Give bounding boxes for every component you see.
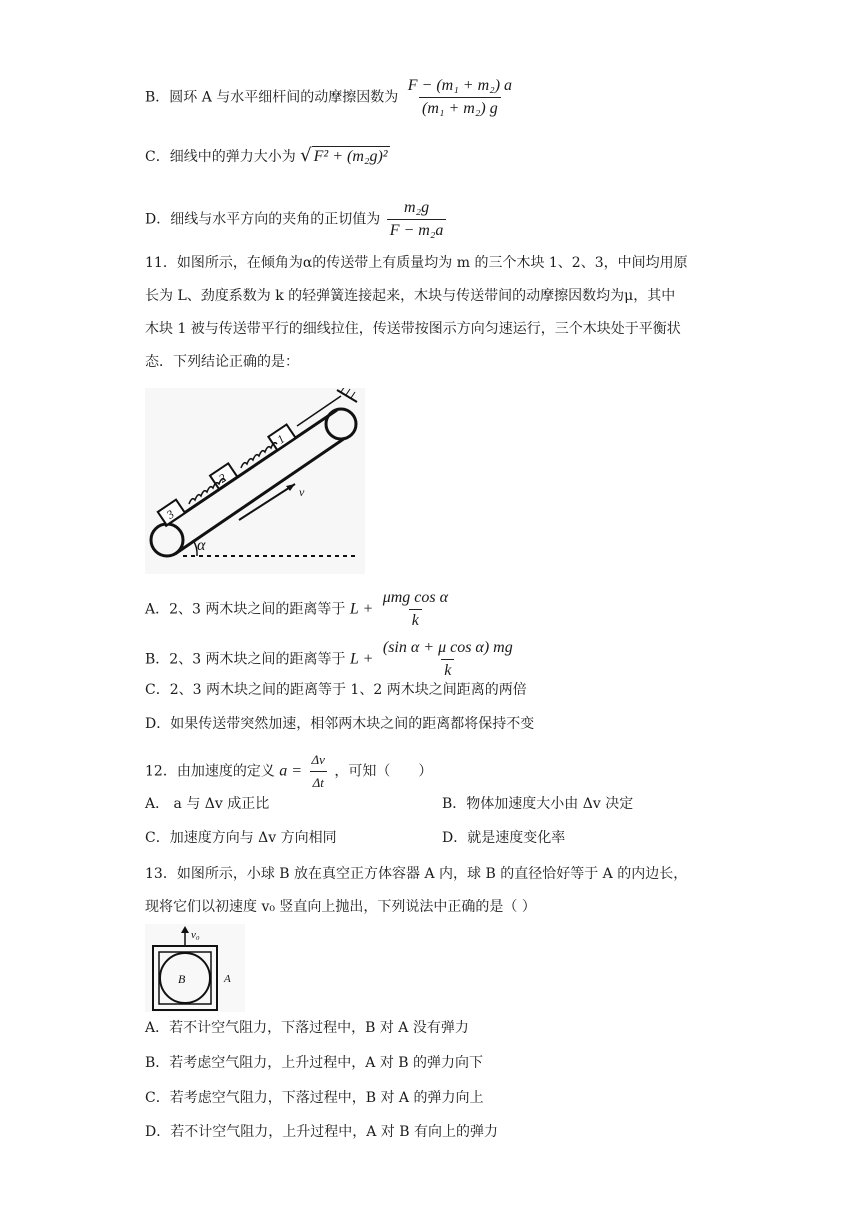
q13-box-figure xyxy=(145,924,245,1012)
q12-option-a: A． a 与 Δv 成正比 xyxy=(145,796,270,812)
q11-block-3-label: 3 xyxy=(163,506,177,522)
q11-block-1-label: 1 xyxy=(274,431,288,447)
q11-angle-label: α xyxy=(197,537,206,554)
q11-option-c: C．2、3 两木块之间的距离等于 1、2 两木块之间距离的两倍 xyxy=(145,682,527,698)
q10-option-c-text: C．细线中的弹力大小为 xyxy=(145,149,296,165)
q11-option-b-fraction xyxy=(380,638,516,681)
fraction-numerator: F − (m₁ + m₂) a xyxy=(407,77,513,94)
q13-stem-line-1: 13．如图所示，小球 B 放在真空正方体容器 A 内，球 B 的直径恰好等于 A 的内边长， xyxy=(145,866,688,882)
q11-stem-line-4: 态．下列结论正确的是： xyxy=(145,354,299,370)
q10-option-c-sqrt: F² + (m₂g)² xyxy=(313,148,388,165)
q11-option-b xyxy=(145,638,518,681)
q11-option-d: D．如果传送带突然加速，相邻两木块之间的距离都将保持不变 xyxy=(145,716,535,732)
q12-option-d: D．就是速度变化率 xyxy=(442,830,566,846)
q11-option-b-text: B．2、3 两木块之间的距离等于 xyxy=(145,651,346,668)
q13-box-label: A xyxy=(224,973,231,985)
q11-option-b-lead: L + xyxy=(350,650,374,668)
q10-option-d-fraction xyxy=(387,198,447,241)
q10-option-d xyxy=(145,198,448,241)
q12-stem-lead: a = xyxy=(279,762,303,780)
q13-option-b: B．若考虑空气阻力，上升过程中，A 对 B 的弹力向下 xyxy=(145,1055,484,1071)
q12-stem-text: 12．由加速度的定义 xyxy=(145,763,275,780)
fraction-numerator: (sin α + μ cos α) mg xyxy=(382,639,513,656)
q10-option-b xyxy=(145,76,517,119)
q11-stem-line-2: 长为 L、劲度系数为 k 的轻弹簧连接起来，木块与传送带间的动摩擦因数均为μ，其中 xyxy=(145,288,676,304)
q13-ball-label: B xyxy=(178,972,186,986)
fraction-denominator: F − m₂a xyxy=(387,219,447,241)
q10-option-b-fraction xyxy=(405,76,515,119)
q12-stem xyxy=(145,750,432,793)
q10-option-d-text: D．细线与水平方向的夹角的正切值为 xyxy=(145,211,381,228)
fraction-denominator: k xyxy=(441,659,454,681)
fraction-numerator: m₂g xyxy=(403,199,430,216)
q11-block-2-label: 2 xyxy=(216,470,229,486)
q11-option-a-text: A．2、3 两木块之间的距离等于 xyxy=(145,601,346,618)
q12-option-c: C．加速度方向与 Δv 方向相同 xyxy=(145,830,337,846)
q13-option-a: A．若不计空气阻力，下落过程中，B 对 A 没有弹力 xyxy=(145,1020,469,1036)
q13-option-d: D．若不计空气阻力，上升过程中，A 对 B 有向上的弹力 xyxy=(145,1124,498,1140)
fraction-numerator: μmg cos α xyxy=(382,589,448,606)
q11-option-a-lead: L + xyxy=(349,600,374,618)
fraction-denominator: k xyxy=(409,609,422,631)
fraction-denominator: (m₁ + m₂) g xyxy=(419,97,501,119)
q13-option-c: C．若考虑空气阻力，下落过程中，B 对 A 的弹力向上 xyxy=(145,1090,484,1106)
q13-stem-line-2: 现将它们以初速度 v₀ 竖直向上抛出，下列说法中正确的是（ ） xyxy=(145,899,536,915)
fraction-numerator: Δv xyxy=(311,752,325,767)
q11-conveyor-figure xyxy=(145,388,365,574)
q13-v0-label: v₀ xyxy=(191,929,200,941)
q12-stem-fraction xyxy=(309,750,328,793)
q12-option-b: B．物体加速度大小由 Δv 决定 xyxy=(442,796,634,812)
fraction-denominator: Δt xyxy=(310,771,327,793)
q11-option-a xyxy=(145,588,453,631)
q11-option-a-fraction xyxy=(380,588,451,631)
q10-option-b-text: B．圆环 A 与水平细杆间的动摩擦因数为 xyxy=(145,89,399,106)
q12-stem-suffix: ，可知（ ） xyxy=(334,763,433,780)
q11-stem-line-3: 木块 1 被与传送带平行的细线拉住，传送带按图示方向匀速运行，三个木块处于平衡状 xyxy=(145,321,681,337)
q10-option-c: C．细线中的弹力大小为 √ F² + (m₂g)² xyxy=(145,145,388,166)
q11-velocity-label: v xyxy=(299,485,305,499)
q11-stem-line-1: 11．如图所示，在倾角为α的传送带上有质量均为 m 的三个木块 1、2、3，中间均用原 xyxy=(145,255,688,271)
